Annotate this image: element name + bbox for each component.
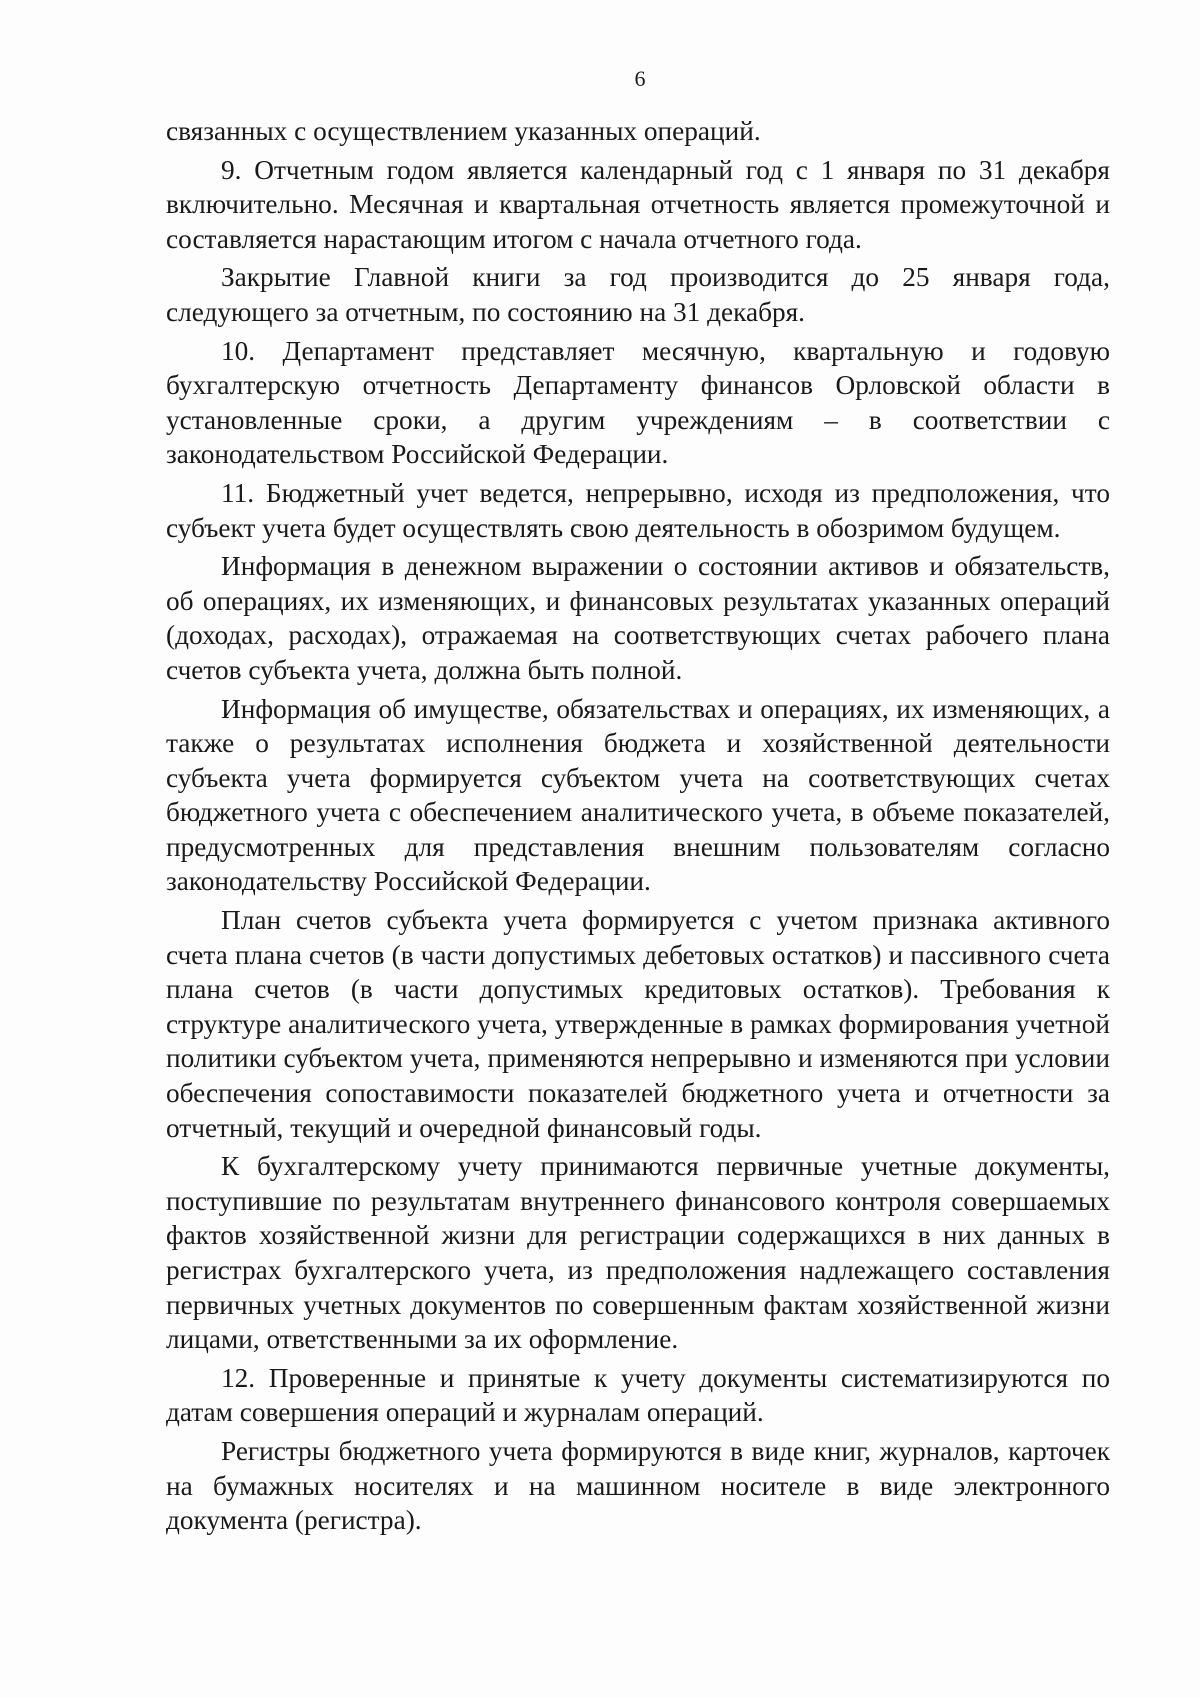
paragraph-item-10: 10. Департамент представляет месячную, квартальную и годовую бухгалтерскую отчетность Департаменту финансов Орловской области в установленные сроки, а другим учреждениям – в соответствии с законодательством Российской Федерации.: [166, 335, 1110, 470]
document-body: [166, 114, 1110, 1538]
paragraph-monetary-info: Информация в денежном выражении о состоянии активов и обязательств, об операциях, их изменяющих, и финансовых результатах указанных операций (доходах, расходах), отражаемая на соответствующих счетах рабочего плана счетов субъекта учета, должна быть полной.: [166, 551, 1110, 685]
paragraph-registers: Регистры бюджетного учета формируются в виде книг, журналов, карточек на бумажных носителях и на машинном носителе в виде электронного документа (регистра).: [166, 1435, 1110, 1536]
paragraph-chart-of-accounts: План счетов субъекта учета формируется с учетом признака активного счета плана счетов (в части допустимых дебетовых остатков) и пассивного счета плана счетов (в части допустимых кредитовых остатков). Требования к структуре аналитического учета, утвержденные в рамках формирования учетной политики субъектом учета, применяются непрерывно и изменяются при условии обеспечения сопоставимости показателей бюджетного учета и отчетности за отчетный, текущий и очередной финансовый годы.: [166, 905, 1110, 1143]
paragraph-property-info: Информация об имуществе, обязательствах и операциях, их изменяющих, а также о результатах исполнения бюджета и хозяйственной деятельности субъекта учета формируется субъектом учета на соответствующих счетах бюджетного учета с обеспечением аналитического учета, в объеме показателей, предусмотренных для представления внешним пользователям согласно законодательству Российской Федерации.: [166, 693, 1110, 897]
paragraph-item-9: 9. Отчетным годом является календарный год с 1 января по 31 декабря включительно. Месячная и квартальная отчетность является промежуточной и составляется нарастающим итогом с начала отчетного года.: [166, 154, 1110, 254]
page-number: 6: [634, 66, 646, 91]
paragraph-item-11: 11. Бюджетный учет ведется, непрерывно, исходя из предположения, что субъект учета будет осуществлять свою деятельность в обозримом будущем.: [166, 477, 1110, 543]
paragraph-continuation: связанных с осуществлением указанных операций.: [166, 116, 761, 146]
paragraph-item-12: 12. Проверенные и принятые к учету документы систематизируются по датам совершения операций и журналам операций.: [166, 1362, 1110, 1428]
paragraph-general-ledger: Закрытие Главной книги за год производится до 25 января года, следующего за отчетным, по состоянию на 31 декабря.: [166, 262, 1110, 327]
paragraph-primary-documents: К бухгалтерскому учету принимаются первичные учетные документы, поступившие по результатам внутреннего финансового контроля совершаемых фактов хозяйственной жизни для регистрации содержащихся в них данных в регистрах бухгалтерского учета, из предположения надлежащего составления первичных учетных документов по совершенным фактам хозяйственной жизни лицами, ответственными за их оформление.: [166, 1151, 1110, 1355]
